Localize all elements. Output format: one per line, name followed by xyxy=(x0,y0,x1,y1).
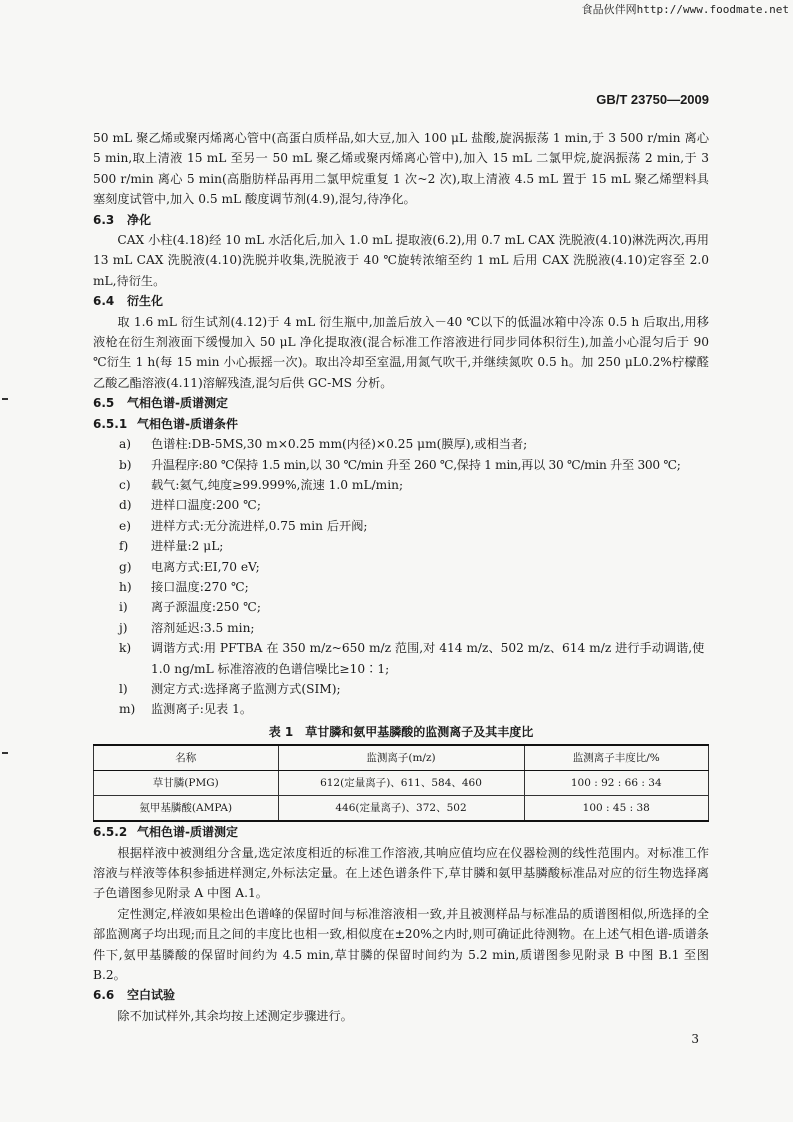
table-row xyxy=(94,771,709,796)
section-6-4-text: 取 1.6 mL 衍生试剂(4.12)于 4 mL 衍生瓶中,加盖后放入－40 ℃以下的低温冰箱中冷冻 0.5 h 后取出,用移液枪在衍生剂液面下缓慢加入 50 μL 净化提取液(混合标准工作溶液进行同步同体积衍生),加盖小心混匀后于 90 ℃衍生 1 h(每 15 min 小心振摇一次)。取出冷却至室温,用氮气吹干,并继续氮吹 0.5 h。加 250 μL0.2%柠檬醛乙酸乙酯溶液(4.11)溶解残渣,混匀后供 GC-MS 分析。 xyxy=(93,314,709,390)
list-item: l) 测定方式:选择离子监测方式(SIM); xyxy=(119,681,341,696)
list-item: k) 调谐方式:用 PFTBA 在 350 m/z~650 m/z 范围,对 414 m/z、502 m/z、614 m/z 进行手动调谐,使 1.0 ng/mL 标准溶液的色谱信噪比≥10∶1; xyxy=(119,641,705,676)
table-cell: 612(定量离子)、611、584、460 xyxy=(278,771,524,796)
table-cell: 100 : 45 : 38 xyxy=(524,796,709,822)
section-6-6-text: 除不加试样外,其余均按上述测定步骤进行。 xyxy=(117,1008,353,1023)
section-6-5-2-paragraph-2: 定性测定,样液如果检出色谱峰的保留时间与标准溶液相一致,并且被测样品与标准品的质谱图相似,所选择的全部监测离子均出现;而且之间的丰度比也相一致,相似度在±20%之内时,则可确证此待测物。在上述气相色谱-质谱条件下,氨甲基膦酸的保留时间约为 4.5 min,草甘膦的保留时间约为 5.2 min,质谱图参见附录 B 中图 B.1 至图 B.2。 xyxy=(93,906,709,983)
watermark: 食品伙伴网http://www.foodmate.net xyxy=(581,3,789,16)
conditions-list xyxy=(93,434,709,720)
list-item: g) 电离方式:EI,70 eV; xyxy=(119,559,260,574)
table-1 xyxy=(93,744,709,822)
section-6-5-2-heading: 6.5.2 气相色谱-质谱测定 xyxy=(93,825,238,840)
standard-code: GB/T 23750—2009 xyxy=(596,92,709,107)
section-6-6-heading: 6.6 空白试验 xyxy=(93,988,176,1003)
table-header-cell: 监测离子丰度比/% xyxy=(524,745,709,771)
list-item: j) 溶剂延迟:3.5 min; xyxy=(119,620,255,635)
section-6-3-text: CAX 小柱(4.18)经 10 mL 水活化后,加入 1.0 mL 提取液(6.2),用 0.7 mL CAX 洗脱液(4.10)淋洗两次,再用 13 mL CAX 洗脱液(4.10)洗脱并收集,洗脱液于 40 ℃旋转浓缩至约 1 mL 后用 CAX 洗脱液(4.10)定容至 2.0 mL,待衍生。 xyxy=(93,233,709,288)
margin-mark xyxy=(2,398,8,400)
section-6-5-1-heading: 6.5.1 气相色谱-质谱条件 xyxy=(93,416,238,431)
table-cell: 100 : 92 : 66 : 34 xyxy=(524,771,709,796)
list-item: h) 接口温度:270 ℃; xyxy=(119,579,249,594)
section-6-4-heading: 6.4 衍生化 xyxy=(93,294,164,309)
list-item: d) 进样口温度:200 ℃; xyxy=(119,498,261,513)
section-6-3-heading: 6.3 净化 xyxy=(93,212,152,227)
margin-mark xyxy=(2,752,8,754)
section-6-5-heading: 6.5 气相色谱-质谱测定 xyxy=(93,396,228,411)
intro-paragraph: 50 mL 聚乙烯或聚丙烯离心管中(高蛋白质样品,如大豆,加入 100 μL 盐酸,旋涡振荡 1 min,于 3 500 r/min 离心 5 min,取上清液 15 mL 至另一 50 mL 聚乙烯或聚丙烯离心管中),加入 15 mL 二氯甲烷,旋涡振荡 2 min,于 3 500 r/min 离心 5 min(高脂肪样品再用二氯甲烷重复 1 次~2 次),取上清液 4.5 mL 置于 15 mL 聚乙烯塑料具塞刻度试管中,加入 0.5 mL 酸度调节剂(4.9),混匀,待净化。 xyxy=(93,131,710,207)
table-header-cell: 名称 xyxy=(94,745,279,771)
list-item: i) 离子源温度:250 ℃; xyxy=(119,600,261,615)
table-cell: 氨甲基膦酸(AMPA) xyxy=(94,796,279,822)
table-header-row xyxy=(94,745,709,771)
list-item: c) 载气:氦气,纯度≥99.999%,流速 1.0 mL/min; xyxy=(119,477,404,492)
list-item: m) 监测离子:见表 1。 xyxy=(119,702,253,717)
table-header-cell: 监测离子(m/z) xyxy=(278,745,524,771)
table-cell: 草甘膦(PMG) xyxy=(94,771,279,796)
section-6-5-2-paragraph-1: 根据样液中被测组分含量,选定浓度相近的标准工作溶液,其响应值均应在仪器检测的线性范围内。对标准工作溶液与样液等体积参插进样测定,外标法定量。在上述色谱条件下,草甘膦和氨甲基膦酸标准品对应的衍生物选择离子色谱图参见附录 A 中图 A.1。 xyxy=(93,845,709,901)
list-item: a) 色谱柱:DB-5MS,30 m×0.25 mm(内径)×0.25 μm(膜厚),或相当者; xyxy=(119,437,528,452)
list-item: b) 升温程序:80 ℃保持 1.5 min,以 30 ℃/min 升至 260 ℃,保持 1 min,再以 30 ℃/min 升至 300 ℃; xyxy=(119,457,681,472)
page-number: 3 xyxy=(691,1032,699,1046)
table-1-title: 表 1 草甘膦和氨甲基膦酸的监测离子及其丰度比 xyxy=(268,724,534,739)
list-item: f) 进样量:2 μL; xyxy=(119,539,224,554)
page-content xyxy=(93,128,709,1026)
table-row xyxy=(94,796,709,822)
table-cell: 446(定量离子)、372、502 xyxy=(278,796,524,822)
list-item: e) 进样方式:无分流进样,0.75 min 后开阀; xyxy=(119,518,368,533)
